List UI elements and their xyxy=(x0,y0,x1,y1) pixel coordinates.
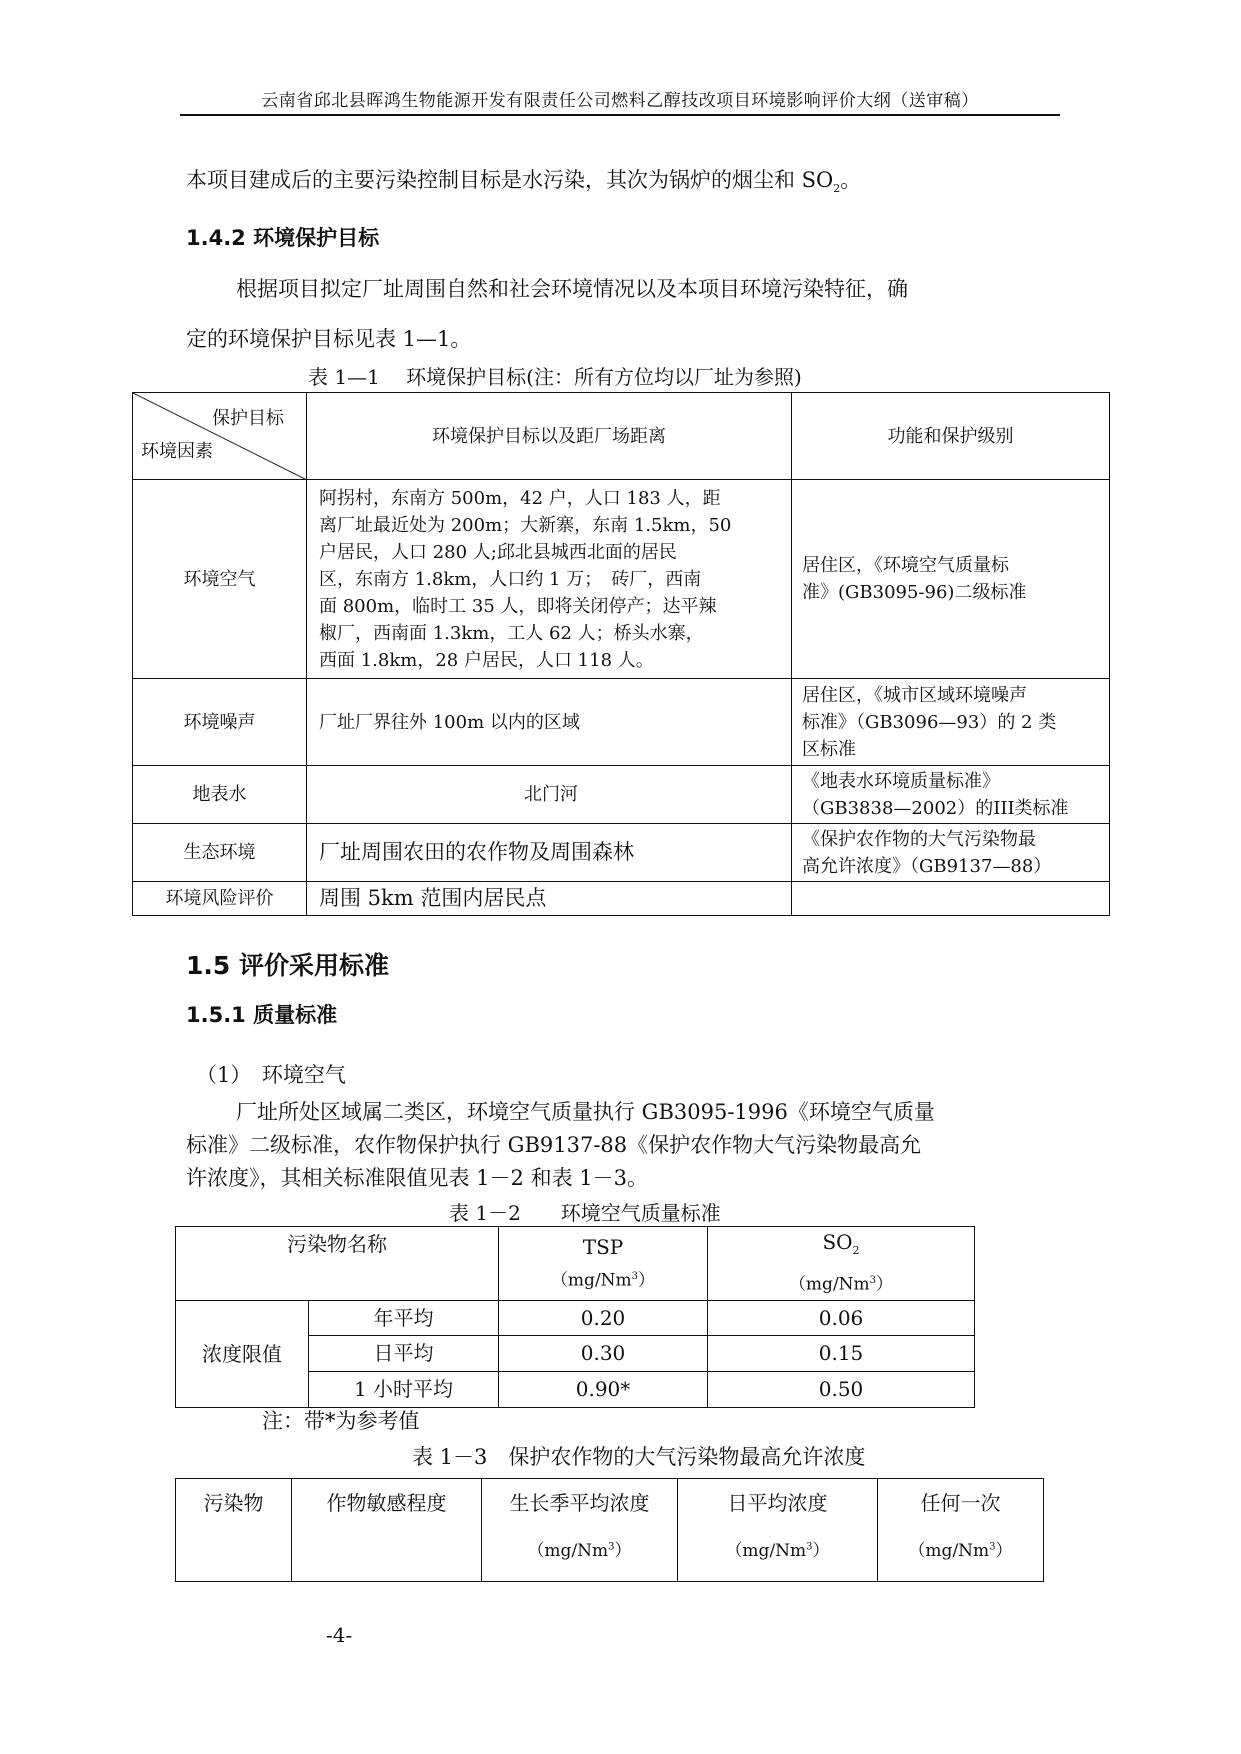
diag-top-label: 保护目标 xyxy=(212,408,284,429)
tsp-unit xyxy=(499,1262,707,1296)
intro-subscript: 2 xyxy=(833,182,841,196)
target-line: 厂址周围农田的农作物及周围森林 xyxy=(319,840,634,864)
target-line: 阿拐村，东南方 500m，42 户，人口 183 人，距 xyxy=(319,487,721,509)
daily-average-unit xyxy=(678,1536,877,1561)
intro-text: 本项目建成后的主要污染控制目标是水污染，其次为锅炉的烟尘和 SO xyxy=(186,168,834,192)
target-line: 厂址厂界往外 100m 以内的区域 xyxy=(319,711,580,733)
para-142-line2: 定的环境保护目标见表 1—1。 xyxy=(186,327,472,351)
target-cell xyxy=(307,480,792,679)
table1-col2-header: 环境保护目标以及距厂场距离 xyxy=(307,393,792,480)
table-row xyxy=(133,679,1110,766)
air-item-label: （1） 环境空气 xyxy=(196,1063,346,1087)
so2-value: 0.15 xyxy=(708,1335,975,1371)
target-line: 北门河 xyxy=(524,784,578,805)
factor-cell: 环境风险评价 xyxy=(133,882,307,916)
so2-value: 0.06 xyxy=(708,1300,975,1335)
unit-text: （mg/Nm xyxy=(550,1270,632,1291)
level-cell xyxy=(792,679,1110,766)
level-line: （GB3838—2002）的III类标准 xyxy=(802,797,1069,819)
table-row xyxy=(133,480,1110,679)
target-cell xyxy=(307,679,792,766)
table1-header-row xyxy=(133,393,1110,480)
table-row xyxy=(133,766,1110,824)
heading-1-5-1: 1.5.1 质量标准 xyxy=(186,1003,338,1027)
tsp-value: 0.30 xyxy=(499,1335,708,1371)
any-once-unit xyxy=(878,1536,1043,1561)
heading-1-4-2: 1.4.2 环境保护目标 xyxy=(186,226,380,250)
growing-season-header xyxy=(482,1479,678,1582)
pollutant-header: 污染物 xyxy=(176,1479,292,1582)
unit-end: ） xyxy=(614,1541,632,1561)
so2-value: 0.50 xyxy=(708,1371,975,1407)
level-line: 区标准 xyxy=(802,738,856,760)
target-line: 周围 5km 范围内居民点 xyxy=(319,886,547,910)
air-para-line3: 许浓度》，其相关标准限值见表 1－2 和表 1－3。 xyxy=(186,1166,648,1190)
unit-end: ） xyxy=(876,1274,894,1295)
air-para-line1: 厂址所处区域属二类区，环境空气质量执行 GB3095-1996《环境空气质量 xyxy=(236,1100,935,1124)
level-line: 居住区，《城市区域环境噪声 xyxy=(802,684,1027,706)
intro-end: 。 xyxy=(840,168,862,192)
level-cell xyxy=(792,766,1110,824)
unit-end: ） xyxy=(995,1541,1013,1561)
tsp-label: TSP xyxy=(582,1234,624,1259)
unit-text: （mg/Nm xyxy=(788,1274,870,1295)
header-rule xyxy=(180,114,1060,116)
page-number: -4- xyxy=(326,1623,353,1647)
level-line: 《地表水环境质量标准》 xyxy=(802,770,1000,792)
target-line: 户居民，人口 280 人;邱北县城西北面的居民 xyxy=(319,541,677,563)
target-line: 离厂址最近处为 200m；大新寨，东南 1.5km，50 xyxy=(319,514,732,536)
table2-caption: 表 1－2 环境空气质量标准 xyxy=(449,1201,721,1225)
intro-paragraph xyxy=(186,163,861,206)
so2-text: SO xyxy=(822,1230,853,1254)
daily-average-label: 日平均浓度 xyxy=(727,1491,828,1515)
level-line: 《保护农作物的大气污染物最 xyxy=(802,828,1036,850)
target-cell xyxy=(307,824,792,882)
target-cell xyxy=(307,882,792,916)
tsp-value: 0.20 xyxy=(499,1300,708,1335)
sensitivity-header: 作物敏感程度 xyxy=(292,1479,482,1582)
unit-text: （mg/Nm xyxy=(908,1541,990,1561)
target-line: 面 800m，临时工 35 人，即将关闭停产；达平辣 xyxy=(319,595,717,617)
period-cell: 年平均 xyxy=(309,1300,499,1335)
any-once-header xyxy=(878,1479,1044,1582)
level-line: 居住区，《环境空气质量标 xyxy=(802,555,1009,576)
level-line: 准》(GB3095-96)二级标准 xyxy=(802,582,1027,603)
any-once-label: 任何一次 xyxy=(920,1491,1001,1515)
period-cell: 日平均 xyxy=(309,1335,499,1371)
table1-col3-header: 功能和保护级别 xyxy=(792,393,1110,480)
table-row xyxy=(176,1300,975,1335)
unit-superscript: 3 xyxy=(869,1275,877,1286)
diag-bottom-label: 环境因素 xyxy=(141,441,213,462)
unit-end: ） xyxy=(812,1541,830,1561)
level-cell xyxy=(792,882,1110,916)
daily-average-header xyxy=(678,1479,878,1582)
growing-season-label: 生长季平均浓度 xyxy=(509,1491,650,1515)
so2-header xyxy=(708,1227,975,1301)
so2-label xyxy=(708,1227,974,1266)
factor-cell: 环境噪声 xyxy=(133,679,307,766)
factor-cell: 地表水 xyxy=(133,766,307,824)
tsp-value: 0.90* xyxy=(499,1371,708,1407)
document-header: 云南省邱北县晖鸿生物能源开发有限责任公司燃料乙醇技改项目环境影响评价大纲（送审稿） xyxy=(261,91,979,111)
unit-superscript: 3 xyxy=(989,1541,996,1553)
tsp-header xyxy=(499,1227,708,1301)
target-line: 椒厂，西南面 1.3km，工人 62 人；桥头水寨， xyxy=(319,622,704,644)
level-cell xyxy=(792,824,1110,882)
level-line: 高允许浓度》（GB9137—88） xyxy=(802,855,1052,877)
table1-diagonal-header-cell xyxy=(133,393,307,480)
target-line: 西面 1.8km，28 户居民，人口 118 人。 xyxy=(319,649,654,671)
unit-text: （mg/Nm xyxy=(527,1541,609,1561)
table-row xyxy=(133,824,1110,882)
concentration-limit-label: 浓度限值 xyxy=(176,1300,309,1407)
unit-text: （mg/Nm xyxy=(725,1541,807,1561)
unit-end: ） xyxy=(638,1270,656,1291)
target-line: 区，东南方 1.8km，人口约 1 万； 砖厂，西南 xyxy=(319,568,702,590)
so2-subscript: 2 xyxy=(852,1244,860,1257)
factor-cell: 环境空气 xyxy=(133,480,307,679)
so2-unit xyxy=(708,1266,974,1300)
table3-header-row xyxy=(176,1479,1044,1582)
unit-superscript: 3 xyxy=(631,1270,639,1282)
factor-cell: 生态环境 xyxy=(133,824,307,882)
table-environment-protection-targets xyxy=(132,392,1110,916)
table2-note: 注：带*为参考值 xyxy=(262,1409,420,1433)
para-142-line1: 根据项目拟定厂址周围自然和社会环境情况以及本项目环境污染特征，确 xyxy=(236,277,908,301)
target-cell xyxy=(307,766,792,824)
table-row xyxy=(133,882,1110,916)
unit-superscript: 3 xyxy=(608,1541,615,1553)
table-crop-protection-limits xyxy=(175,1478,1044,1582)
pollutant-name-header: 污染物名称 xyxy=(176,1227,499,1301)
table1-caption: 表 1—1 环境保护目标(注：所有方位均以厂址为参照) xyxy=(308,365,802,389)
heading-1-5: 1.5 评价采用标准 xyxy=(186,951,389,980)
growing-season-unit xyxy=(482,1536,677,1561)
level-cell xyxy=(792,480,1110,679)
unit-superscript: 3 xyxy=(806,1541,813,1553)
table3-caption: 表 1－3 保护农作物的大气污染物最高允许浓度 xyxy=(412,1445,866,1469)
period-cell: 1 小时平均 xyxy=(309,1371,499,1407)
table-air-quality-standard xyxy=(175,1226,975,1408)
level-line: 标准》（GB3096—93）的 2 类 xyxy=(802,711,1057,733)
air-para-line2: 标准》二级标准，农作物保护执行 GB9137-88《保护农作物大气污染物最高允 xyxy=(186,1133,922,1157)
table2-header-row xyxy=(176,1227,975,1301)
